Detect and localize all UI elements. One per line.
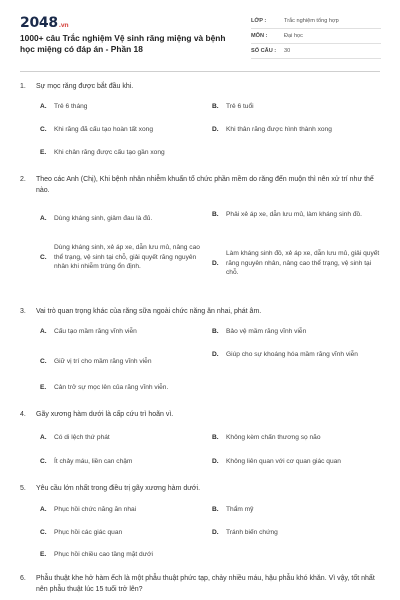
- option-d[interactable]: D. Tránh biến chứng: [212, 529, 278, 536]
- option-a[interactable]: A. Trẻ 6 tháng: [40, 103, 88, 110]
- question-number: 1.: [20, 83, 26, 90]
- question-4: [20, 409, 382, 420]
- page-header: [0, 0, 400, 62]
- question-stem: [20, 409, 382, 420]
- meta-value: 30: [284, 48, 291, 54]
- question-text: Phẫu thuật khe hở hàm ếch là một phẫu thuật phức tạp, chảy nhiều máu, hậu phẫu khó khăn. Vì vậy, tốt nhất nên phẫu thuật lúc 15 tuổi trở lên?: [36, 575, 375, 593]
- option-c[interactable]: C. Ít chảy máu, liền can chậm: [40, 458, 133, 465]
- question-number: 2.: [20, 176, 26, 183]
- document-meta: [251, 14, 381, 59]
- option-c[interactable]: C. Giữ vị trí cho mầm răng vĩnh viễn: [40, 358, 152, 365]
- option-d[interactable]: D. Khi thân răng được hình thành xong: [212, 126, 332, 133]
- question-stem: [20, 81, 382, 92]
- option-b[interactable]: B. Không kèm chấn thương sọ não: [212, 434, 321, 441]
- question-text: Vai trò quan trọng khác của răng sữa ngoài chức năng ăn nhai, phát âm.: [36, 308, 262, 315]
- question-number: 4.: [20, 411, 26, 418]
- question-stem: [20, 306, 382, 317]
- site-logo[interactable]: 2048.vn: [20, 15, 69, 31]
- question-stem: [20, 174, 382, 196]
- option-b[interactable]: B. Thẩm mỹ: [212, 506, 254, 513]
- meta-label: SỐ CÂU :: [251, 48, 277, 54]
- question-text: Theo các Anh (Chị), Khi bệnh nhân nhiễm khuẩn tổ chức phần mềm do răng đến muộn thì nên xử trí như thế nào.: [36, 176, 374, 194]
- question-number: 3.: [20, 308, 26, 315]
- question-stem: [20, 573, 382, 595]
- option-b[interactable]: B. Bảo vệ mầm răng vĩnh viễn: [212, 328, 307, 335]
- question-text: Gãy xương hàm dưới là cấp cứu trì hoãn vì.: [36, 411, 174, 418]
- option-c[interactable]: C. Phục hồi các giác quan: [40, 529, 123, 536]
- option-e[interactable]: E. Cản trở sự mọc lên của răng vĩnh viễn.: [40, 384, 169, 391]
- header-divider: [20, 71, 380, 72]
- meta-row-count: [251, 44, 381, 59]
- meta-label: LỚP :: [251, 18, 267, 24]
- option-d[interactable]: D. Làm kháng sinh đồ, xẻ áp xe, dẫn lưu mủ, giải quyết răng nguyên nhân, nâng cao thể trạng, vệ sinh tại chỗ.: [212, 250, 380, 276]
- question-number: 6.: [20, 575, 26, 582]
- meta-label: MÔN :: [251, 33, 268, 39]
- question-number: 5.: [20, 485, 26, 492]
- question-text: Yêu cầu lớn nhất trong điều trị gãy xương hàm dưới.: [36, 485, 201, 492]
- option-a[interactable]: A. Phục hồi chức năng ăn nhai: [40, 506, 137, 513]
- option-c[interactable]: C. Khi răng đã cấu tạo hoàn tất xong: [40, 126, 153, 133]
- question-3: [20, 306, 382, 317]
- option-a[interactable]: A. Dùng kháng sinh, giảm đau là đủ.: [40, 215, 153, 222]
- question-2: [20, 174, 382, 196]
- option-d[interactable]: D. Giúp cho sự khoáng hóa mầm răng vĩnh viễn: [212, 351, 358, 358]
- meta-row-class: [251, 14, 381, 29]
- meta-value: Trắc nghiệm tổng hợp: [284, 18, 339, 24]
- document-title: 1000+ câu Trắc nghiệm Vệ sinh răng miệng và bệnh học miệng có đáp án - Phần 18: [20, 33, 226, 54]
- meta-value: Đại học: [284, 33, 303, 39]
- question-1: [20, 81, 382, 92]
- option-e[interactable]: E. Khi chân răng được cấu tạo gần xong: [40, 149, 165, 156]
- option-a[interactable]: A. Cấu tạo mầm răng vĩnh viễn: [40, 328, 137, 335]
- question-stem: [20, 483, 382, 494]
- meta-row-subject: [251, 29, 381, 44]
- option-a[interactable]: A. Có di lệch thứ phát: [40, 434, 110, 441]
- option-d[interactable]: D. Không liên quan với cơ quan giác quan: [212, 458, 341, 465]
- option-c[interactable]: C. Dùng kháng sinh, xẻ áp xe, dẫn lưu mủ, nâng cao thể trạng, vệ sinh tại chỗ, giải quyết răng nguyên nhân khi nhiễm trùng ổn định.: [40, 244, 200, 270]
- option-b[interactable]: B. Trẻ 6 tuổi: [212, 103, 254, 110]
- question-5: [20, 483, 382, 494]
- question-6: [20, 573, 382, 595]
- question-text: Sự mọc răng được bắt đầu khi.: [36, 83, 134, 90]
- option-b[interactable]: B. Phải xẻ áp xe, dẫn lưu mủ, làm kháng sinh đồ.: [212, 211, 363, 218]
- option-e[interactable]: E. Phục hồi chiều cao tầng mặt dưới: [40, 551, 153, 558]
